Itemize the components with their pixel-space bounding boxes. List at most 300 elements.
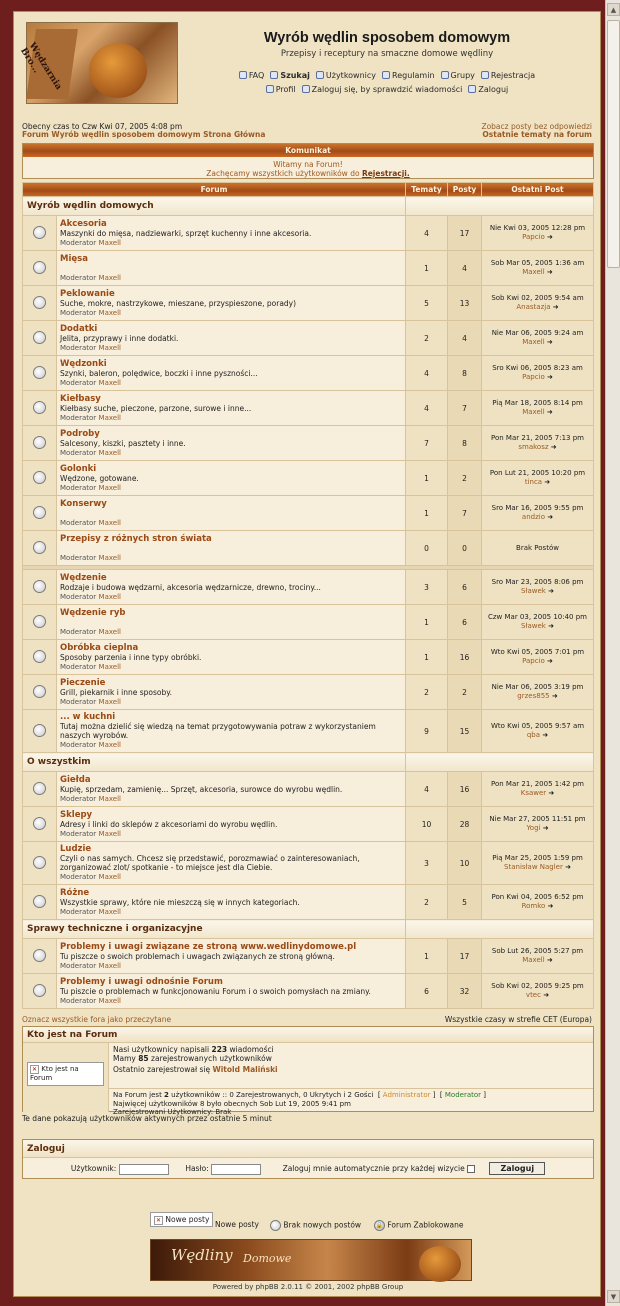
last-post-user-row [482,956,593,965]
notice-box [22,143,594,179]
forum-read-icon [33,984,46,997]
logo-pumpkin [89,43,147,98]
forum-title-link[interactable]: Mięsa [60,253,88,264]
who-footnote: Te dane pokazują użytkowników aktywnych przez ostatnie 5 minut [22,1114,272,1123]
posts-count: 4 [448,251,482,286]
forum-title-link[interactable]: Kiełbasy [60,393,101,404]
topics-count: 0 [406,531,448,566]
moderator-label: Moderator [60,592,97,601]
topics-count: 1 [406,640,448,675]
forum-title-link[interactable]: Wędzenie ryb [60,607,126,618]
banner-text-2: Domowe [243,1252,292,1265]
last-post-user[interactable]: Stanisław Nagler [504,863,563,871]
moderator-link[interactable]: Maxell [98,592,121,601]
nav-label: Użytkownicy [325,71,377,80]
forum-status-cell [23,710,57,753]
moderator-link[interactable]: Maxell [98,741,121,749]
nav-label: Regulamin [392,71,435,80]
last-post-cell [482,974,594,1009]
nav-label: Grupy [450,71,475,80]
forum-title-link[interactable]: Różne [60,887,90,898]
who-image-alt: Kto jest na Forum [30,1065,79,1082]
nav-link-3[interactable] [382,71,434,80]
moderator-label: Moderator [60,518,97,527]
forum-read-icon [33,615,46,628]
who-is-online: Kto jest na Forum ✕ Kto jest na Forum Nasi użytkownicy napisali 223 wiadomości Mamy 85 zarejestrowanych użytkowników Ostatnio zarejestrował się Witold Maliński Na Forum jest 2 użytkowników :: 0 Zarejestrowanych, 0 Ukrytych i 2 Gości [ Administrator ] [ Moderator ] Najwięcej użytkowników 8 było obecnych Sob Lut 19, 2005 9:41 pm Zarejestrowani Użytkownicy: Brak [22,1026,594,1112]
moderator-link[interactable]: Maxell [98,907,121,916]
posts-count: 7 [448,496,482,531]
posts-count: 2 [448,675,482,710]
nav-label: Zaloguj [478,85,509,94]
last-post-user-row [482,991,593,1000]
posts-count: 8 [448,426,482,461]
forum-info-cell [57,496,406,531]
forum-description: Rodzaje i budowa wędzarni, akcesoria wędzarnicze, drewno, trociny... [60,582,321,592]
forum-read-icon [33,782,46,795]
scroll-up-arrow[interactable]: ▲ [607,3,620,16]
last-post-user[interactable]: Sławek [521,622,546,630]
forum-read-icon [33,949,46,962]
forum-description: Kupię, sprzedam, zamienię... Sprzęt, akcesoria, surowce do wyrobu wędlin. [60,784,343,794]
last-post-date: Czw Mar 03, 2005 10:40 pm [487,613,587,621]
last-post-user[interactable]: Yogi [526,824,541,832]
topics-count: 1 [406,251,448,286]
forum-title-link[interactable]: Wędzonki [60,358,107,369]
main-nav [192,71,582,80]
forum-status-cell [23,356,57,391]
last-post-date: Sob Kwi 02, 2005 9:25 pm [491,982,584,990]
moderator-link[interactable]: Maxell [98,518,121,527]
last-post-user-row [482,513,593,522]
goto-last-post-icon[interactable]: ➜ [548,443,557,451]
last-post-date: Sro Kwi 06, 2005 8:23 am [492,364,583,372]
forum-title-link[interactable]: Przepisy z różnych stron świata [60,533,212,544]
forum-description: Salcesony, kiszki, pasztety i inne. [60,438,186,448]
topics-count: 2 [406,675,448,710]
forum-title-link[interactable]: Dodatki [60,323,98,334]
forum-read-icon [33,685,46,698]
breadcrumb[interactable]: Forum Wyrób wędlin sposobem domowym Strona Główna [22,130,266,139]
last-post-user[interactable]: smakosz [518,443,549,451]
forum-read-icon [33,226,46,239]
category-title[interactable]: O wszystkim [23,753,406,772]
topics-count: 4 [406,216,448,251]
register-icon [481,71,489,79]
last-post-user-row [482,478,593,487]
last-post-user-row [482,303,593,312]
username-input[interactable] [119,1164,169,1175]
forum-description: Adresy i linki do sklepów z akcesoriami do wyrobu wędlin. [60,819,278,829]
forum-info-cell [57,356,406,391]
topics-count: 2 [406,321,448,356]
scroll-thumb[interactable] [607,20,620,268]
banner-text-1: Wędliny [171,1246,233,1264]
goto-last-post-icon[interactable]: ➜ [550,303,559,311]
vertical-scrollbar[interactable] [605,0,620,1306]
last-post-user[interactable]: Papcio [522,657,545,665]
site-logo[interactable] [18,22,178,104]
goto-last-post-icon[interactable]: ➜ [544,956,553,964]
moderator-link[interactable]: Maxell [98,343,121,352]
goto-last-post-icon[interactable]: ➜ [544,373,553,381]
col-forum: Forum [23,183,406,197]
forum-status-cell [23,496,57,531]
posts-count: 6 [448,605,482,640]
autologin-checkbox[interactable] [467,1165,475,1173]
page [13,11,601,1297]
forum-info-cell [57,251,406,286]
forum-status-cell [23,216,57,251]
forum-title-link[interactable]: Sklepy [60,809,93,820]
forum-info-cell [57,321,406,356]
online-breakdown: użytkowników :: 0 Zarejestrowanych, 0 Ukrytych i 2 Gości [171,1091,374,1099]
forum-title-link[interactable]: ... w kuchni [60,712,116,722]
last-post-user-row [482,692,593,701]
topics-count: 1 [406,461,448,496]
nav-label: Profil [275,85,296,94]
banner-pumpkin [419,1246,461,1282]
moderator-link[interactable]: Maxell [98,829,121,838]
category-fill [406,920,594,939]
last-post-cell [482,461,594,496]
recent-topics-link[interactable]: Ostatnie tematy na forum [482,130,592,139]
last-post-date: Pon Lut 21, 2005 10:20 pm [489,469,586,477]
forum-description: Czyli o nas samych. Chcesz się przedstawić, porozmawiać o zainteresowaniach, zorganizować zlot/ spotkanie - to miejsce jest dla Ciebie. [60,854,360,872]
goto-last-post-icon[interactable]: ➜ [540,824,549,832]
nav-link-4[interactable] [441,71,475,80]
forum-title-link[interactable]: Golonki [60,463,97,474]
last-post-cell [482,675,594,710]
posts-count: 16 [448,772,482,807]
moderator-link[interactable]: Maxell [98,553,121,562]
forum-info-cell [57,286,406,321]
last-post-user[interactable]: tinca [524,478,543,486]
last-post-cell [482,640,594,675]
forum-title-link[interactable]: Pieczenie [60,677,106,688]
goto-last-post-icon[interactable]: ➜ [562,863,571,871]
forum-status-cell [23,772,57,807]
last-post-cell [482,286,594,321]
moderator-link[interactable]: Maxell [98,483,121,492]
site-subtitle: Przepisy i receptury na smaczne domowe wędliny [280,49,494,59]
forum-info-cell [57,640,406,675]
goto-last-post-icon[interactable]: ➜ [544,657,553,665]
forum-description: Maszynki do mięsa, nadziewarki, sprzęt kuchenny i inne akcesoria. [60,228,312,238]
moderator-link[interactable]: Maxell [98,662,121,671]
login-icon [468,85,476,93]
login-box [22,1139,594,1179]
last-post-user[interactable]: Romko [521,902,546,910]
moderator-link[interactable]: Maxell [98,273,121,282]
newest-user-link[interactable]: Witold Maliński [212,1065,278,1074]
last-post-date: Pon Mar 21, 2005 1:42 pm [491,780,584,788]
forum-status-cell [23,640,57,675]
forum-read-icon [33,724,46,737]
forum-description: Wędzone, gotowane. [60,473,139,483]
registered-online: Zarejestrowani Użytkownicy: Brak [113,1108,232,1116]
topics-count: 7 [406,426,448,461]
forum-row [23,216,594,251]
forum-title-link[interactable]: Obróbka cieplna [60,642,139,653]
forum-status-cell [23,605,57,640]
forum-description: Tutaj można dzielić się wiedzą na temat przygotowywania potraw z wykorzystaniem naszych wyrobów. [60,722,376,740]
forum-info-cell [57,772,406,807]
moderator-label: Moderator [60,662,97,671]
forum-table [22,182,594,1009]
moderator-link[interactable]: Maxell [98,308,121,317]
forum-info-cell [57,939,406,974]
forum-title-link[interactable]: Ludzie [60,844,92,854]
moderator-label: Moderator [60,627,97,636]
goto-last-post-icon[interactable]: ➜ [544,338,553,346]
category-row [23,197,594,216]
topics-count: 4 [406,391,448,426]
login-button[interactable]: Zaloguj [489,1162,545,1175]
forum-title-link[interactable]: Giełda [60,774,91,785]
last-post-date: Nie Mar 06, 2005 3:19 pm [491,683,584,691]
forum-read-icon [33,366,46,379]
forum-info-cell [57,885,406,920]
outer-frame [4,3,601,1302]
username-label: Użytkownik: [70,1164,117,1173]
forum-row [23,974,594,1009]
moderator-label: Moderator [60,553,97,562]
forum-row [23,640,594,675]
forum-read-icon [33,506,46,519]
forum-read-icon [33,331,46,344]
forum-info-cell [57,531,406,566]
posts-count: 13 [448,286,482,321]
forum-row [23,461,594,496]
moderator-legend: Moderator [444,1091,482,1099]
forum-info-cell [57,461,406,496]
goto-last-post-icon[interactable]: ➜ [540,991,550,999]
scroll-down-arrow[interactable]: ▼ [607,1290,620,1303]
last-post-user-row [482,902,593,911]
last-post-cell [482,885,594,920]
forum-row [23,710,594,753]
goto-last-post-icon[interactable]: ➜ [544,513,554,521]
forum-read-icon [33,856,46,869]
forum-read-icon [33,471,46,484]
nav-link-2[interactable] [468,85,508,94]
category-title[interactable]: Wyrób wędlin domowych [23,197,406,216]
moderator-link[interactable]: Maxell [98,873,121,881]
profile-icon [266,85,274,93]
last-post-user[interactable]: Maxell [522,956,545,964]
forum-title-link[interactable]: Podroby [60,428,100,439]
nav-label: Zaloguj się, by sprawdzić wiadomości [311,85,463,94]
posts-count: 6 [448,570,482,605]
category-title[interactable]: Sprawy techniczne i organizacyjne [23,920,406,939]
forum-status-cell [23,286,57,321]
admin-legend: Administrator [382,1091,431,1099]
nav-link-1[interactable] [302,85,463,94]
goto-last-post-icon[interactable]: ➜ [544,233,553,241]
forum-status-cell [23,675,57,710]
forum-info-cell [57,842,406,885]
forum-title-link[interactable]: Problemy i uwagi związane ze stroną www.wedlinydomowe.pl [60,941,357,952]
stats-users-unit: zarejestrowanych użytkowników [151,1054,272,1063]
nav-link-0[interactable] [266,85,296,94]
faq-icon [239,71,247,79]
last-post-user[interactable]: Maxell [522,338,545,346]
last-post-date: Brak Postów [516,543,559,552]
goto-last-post-icon[interactable]: ➜ [540,731,549,739]
last-post-user-row [482,789,593,798]
forum-row [23,356,594,391]
forum-title-link[interactable]: Problemy i uwagi odnośnie Forum [60,976,223,987]
topics-count: 6 [406,974,448,1009]
last-post-user-row [482,587,593,596]
moderator-link[interactable]: Maxell [98,961,121,970]
who-title: Kto jest na Forum [23,1027,593,1043]
last-post-user[interactable]: Anastazja [516,303,551,311]
last-post-date: Pon Mar 21, 2005 7:13 pm [491,434,584,442]
forum-title-link[interactable]: Peklowanie [60,288,115,299]
posts-count: 8 [448,356,482,391]
forum-row [23,842,594,885]
nav-link-5[interactable] [481,71,535,80]
last-post-user-row [482,824,593,833]
posts-count: 17 [448,216,482,251]
nav-link-2[interactable] [316,71,376,80]
notice-line2: Zachęcamy wszystkich użytkowników do [206,169,360,178]
last-post-user[interactable]: Ksawer [520,789,547,797]
last-post-user[interactable]: qba [526,731,541,739]
goto-last-post-icon[interactable]: ➜ [542,478,551,486]
last-post-cell [482,939,594,974]
goto-last-post-icon[interactable]: ➜ [545,622,554,630]
stats-posts-label: Nasi użytkownicy napisali [113,1045,210,1054]
moderator-link[interactable]: Maxell [98,794,121,803]
moderator-link[interactable]: Maxell [98,378,121,387]
forum-row [23,570,594,605]
forum-status-cell [23,321,57,356]
forum-title-link[interactable]: Wędzenie [60,572,107,583]
last-post-user[interactable]: Maxell [522,408,545,416]
last-post-user[interactable]: Papcio [522,373,545,381]
last-post-date: Nie Mar 06, 2005 9:24 am [491,329,584,337]
moderator-link[interactable]: Maxell [98,627,121,636]
register-link[interactable]: Rejestracji. [361,169,410,178]
forum-status-cell [23,391,57,426]
autologin-label: Zaloguj mnie automatycznie przy każdej wizycie [282,1164,465,1173]
unanswered-link[interactable]: Zobacz posty bez odpowiedzi [481,122,592,131]
forum-read-icon [33,296,46,309]
mark-read-link[interactable]: Oznacz wszystkie fora jako przeczytane [22,1015,172,1024]
legend-new-image: ✕ Nowe posty [150,1212,213,1227]
login-title: Zaloguj [23,1140,593,1158]
moderator-link[interactable]: Maxell [98,448,121,457]
posts-count: 5 [448,885,482,920]
forum-row [23,496,594,531]
last-post-user[interactable]: Maxell [522,268,545,276]
forum-info-cell [57,710,406,753]
moderator-link[interactable]: Maxell [98,996,121,1005]
password-input[interactable] [211,1164,261,1175]
goto-last-post-icon[interactable]: ➜ [546,789,555,797]
topics-count: 4 [406,772,448,807]
forum-read-icon [33,261,46,274]
last-post-user[interactable]: Sławek [521,587,546,595]
forum-description: Wszystkie sprawy, które nie mieszczą się w innych kategoriach. [60,897,300,907]
forum-status-cell [23,807,57,842]
members-icon [316,71,324,79]
moderator-label: Moderator [60,413,97,422]
col-topics: Tematy [406,183,448,197]
moderator-link[interactable]: Maxell [98,238,121,247]
goto-last-post-icon[interactable]: ➜ [549,692,558,700]
forum-row [23,939,594,974]
forum-info-cell [57,807,406,842]
timezone-note: Wszystkie czasy w strefie CET (Europa) [444,1015,592,1024]
posts-count: 4 [448,321,482,356]
forum-row [23,772,594,807]
last-post-user-row [482,338,593,347]
topics-count: 3 [406,570,448,605]
last-post-cell [482,807,594,842]
record-online: Najwięcej użytkowników 8 było obecnych Sob Lut 19, 2005 9:41 pm [113,1099,351,1108]
last-post-date: Wto Kwi 05, 2005 9:57 am [490,722,585,730]
goto-last-post-icon[interactable]: ➜ [544,268,553,276]
nav-link-1[interactable] [270,71,310,80]
forum-read-icon [33,580,46,593]
posts-count: 28 [448,807,482,842]
last-post-cell [482,570,594,605]
last-post-user-row [482,408,593,417]
search-icon [270,71,278,79]
last-post-user[interactable]: grzes855 [517,692,550,700]
last-post-user[interactable]: vtec [525,991,541,999]
forum-row [23,675,594,710]
goto-last-post-icon[interactable]: ➜ [545,587,554,595]
forum-read-icon [33,650,46,663]
forum-title-link[interactable]: Akcesoria [60,218,107,229]
logo-text: Wędzarnia Bro... [18,41,64,92]
last-post-user[interactable]: Papcio [522,233,545,241]
col-posts: Posty [448,183,482,197]
forum-info-cell [57,675,406,710]
moderator-label: Moderator [60,741,97,749]
moderator-link[interactable]: Maxell [98,413,121,422]
legend-no-new: Brak nowych postów [283,1220,362,1230]
last-post-cell [482,496,594,531]
current-time: Obecny czas to Czw Kwi 07, 2005 4:08 pm [22,122,183,131]
nav-link-0[interactable] [239,71,265,80]
forum-description: Jelita, przyprawy i inne dodatki. [60,333,179,343]
goto-last-post-icon[interactable]: ➜ [544,408,553,416]
moderator-label: Moderator [60,907,97,916]
last-post-date: Wto Kwi 05, 2005 7:01 pm [490,648,585,656]
posts-count: 32 [448,974,482,1009]
last-post-date: Nie Mar 27, 2005 11:51 pm [489,815,586,823]
moderator-label: Moderator [60,273,97,282]
online-label: Na Forum jest [113,1091,162,1099]
last-post-user[interactable]: andzio [521,513,545,521]
nav-label: Rejestracja [490,71,536,80]
last-post-user-row [482,622,593,631]
last-post-cell [482,391,594,426]
forum-title-link[interactable]: Konserwy [60,498,107,509]
goto-last-post-icon[interactable]: ➜ [545,902,554,910]
forum-row [23,321,594,356]
col-last-post: Ostatni Post [482,183,594,197]
last-post-cell [482,356,594,391]
moderator-label: Moderator [60,343,97,352]
forum-row [23,605,594,640]
moderator-link[interactable]: Maxell [98,697,121,706]
